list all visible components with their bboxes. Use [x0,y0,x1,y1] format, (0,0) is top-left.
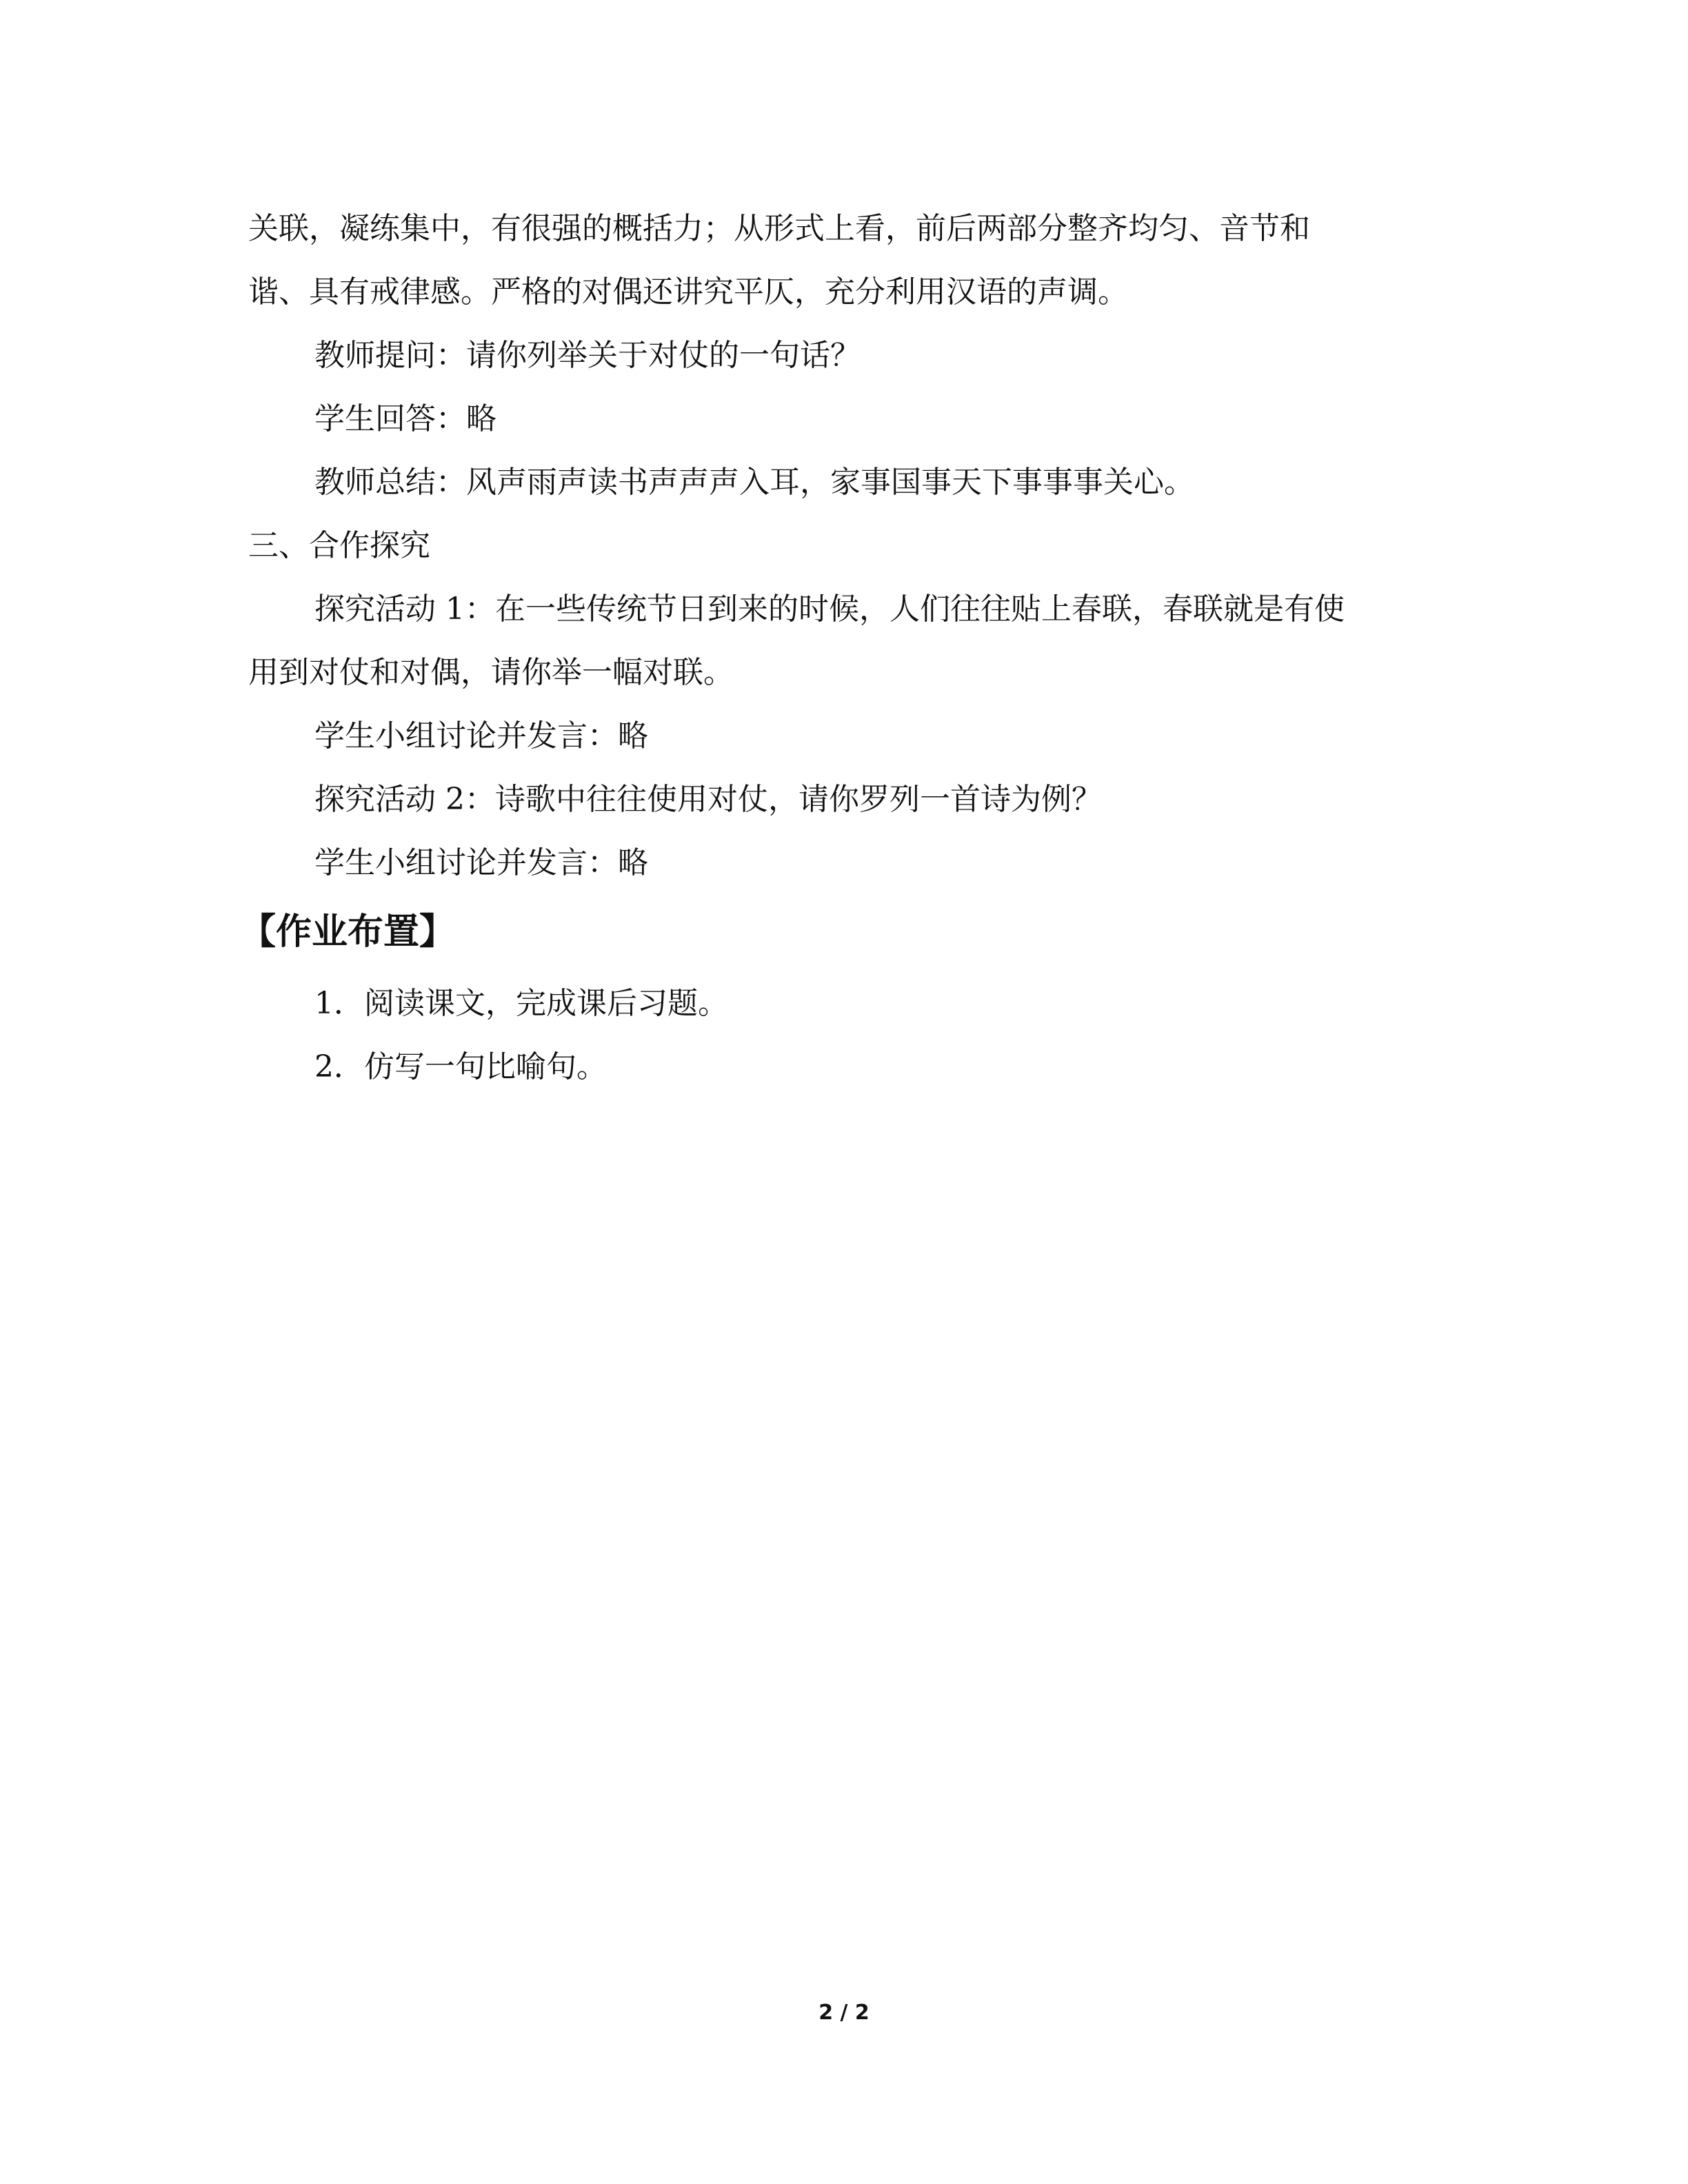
group-discussion: 学生小组讨论并发言：略 [314,845,648,880]
activity-2-line: 探究活动 2：诗歌中往往使用对仗，请你罗列一首诗为例？ [314,782,1102,817]
teacher-question: 教师提问：请你列举关于对仗的一句话？ [314,338,861,373]
activity-1-line: 用到对仗和对偶，请你举一幅对联。 [248,655,734,690]
paragraph-line: 关联，凝练集中，有很强的概括力；从形式上看，前后两部分整齐均匀、音节和 [248,211,1310,246]
page-number: 2 / 2 [818,2001,870,2025]
student-answer: 学生回答：略 [314,401,496,436]
page-body [240,207,1434,1109]
homework-heading: 【作业布置】 [240,911,456,953]
paragraph-line: 谐、具有戒律感。严格的对偶还讲究平仄，充分利用汉语的声调。 [248,274,1128,310]
homework-item: 2．仿写一句比喻句。 [314,1049,607,1084]
homework-item: 1．阅读课文，完成课后习题。 [314,986,728,1021]
activity-1-line: 探究活动 1：在一些传统节日到来的时候，人们往往贴上春联，春联就是有使 [314,592,1345,627]
section-title: 三、合作探究 [248,528,430,563]
group-discussion: 学生小组讨论并发言：略 [314,718,648,754]
teacher-summary: 教师总结：风声雨声读书声声声入耳，家事国事天下事事事关心。 [314,465,1194,500]
